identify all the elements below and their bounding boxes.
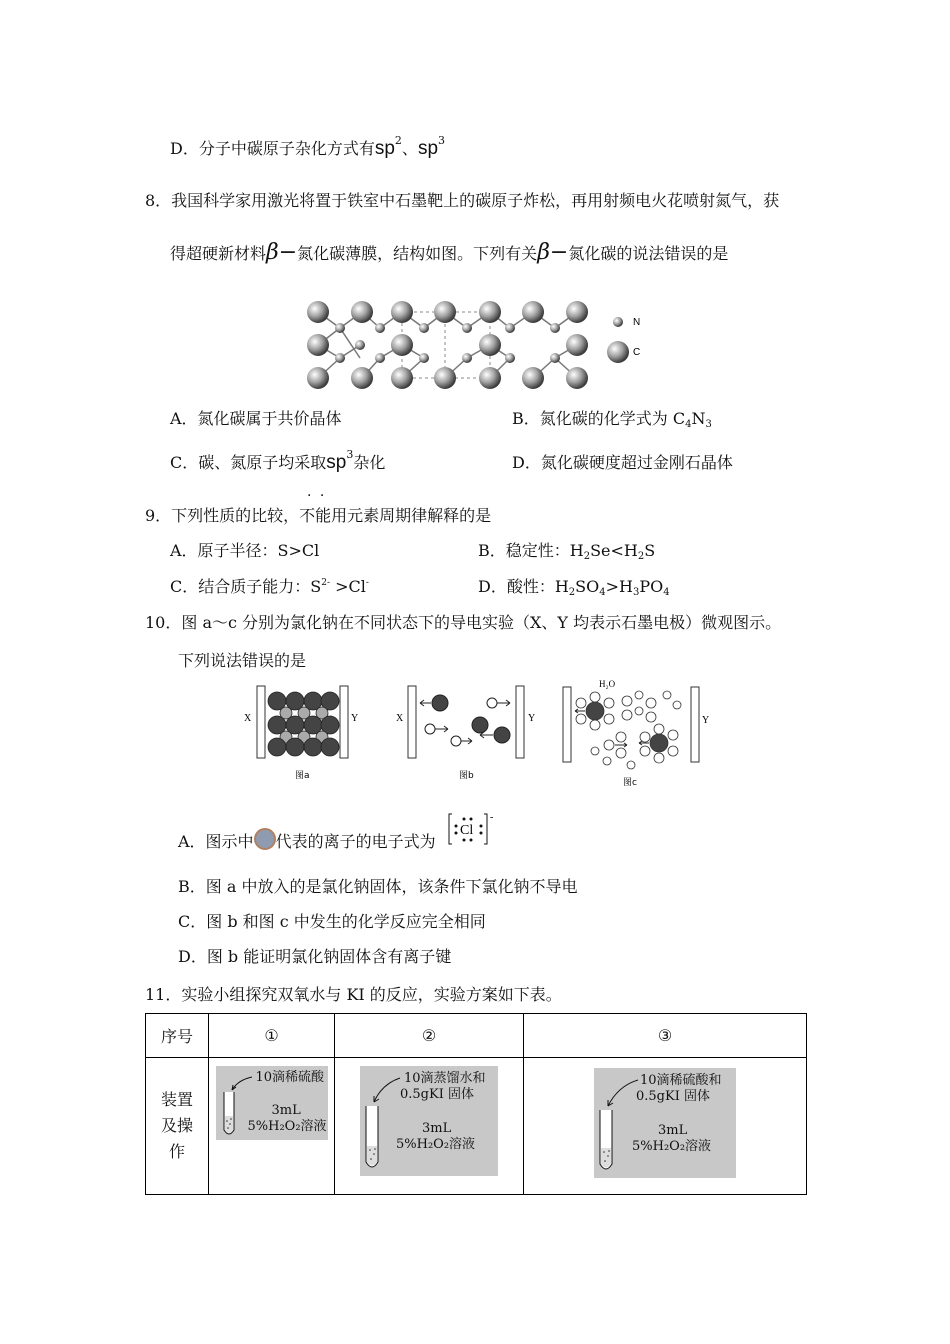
svg-text:Y: Y	[528, 713, 536, 724]
svg-text:Cl: Cl	[460, 823, 474, 838]
q8-option-d: D．氮化碳硬度超过金刚石晶体	[512, 453, 733, 472]
nitrogen-atoms	[335, 323, 560, 363]
q10-stem-line1: 10．图 a～c 分别为氯化钠在不同状态下的导电实验（X、Y 均表示石墨电极）微观图示。	[145, 613, 782, 632]
carbon-atoms	[307, 301, 588, 389]
table-header-row	[146, 1014, 807, 1058]
header-2: ②	[335, 1014, 524, 1058]
carbon-nitride-structure-figure	[300, 290, 650, 390]
svg-text:X: X	[396, 713, 404, 724]
row-label: 装置 及操 作	[146, 1058, 209, 1195]
q10-option-b: B．图 a 中放入的是氯化钠固体，该条件下氯化钠不导电	[178, 877, 578, 896]
legend-c-label: C	[633, 347, 641, 358]
legend-n-ball	[613, 317, 623, 327]
legend-n-label: N	[633, 317, 641, 328]
cell-exp-1	[209, 1058, 335, 1195]
svg-text:图b: 图b	[459, 771, 474, 781]
q9-option-c: C．结合质子能力：$S^{2-} >Cl^-$	[170, 577, 369, 596]
header-1: ①	[209, 1014, 335, 1058]
cell-exp-3	[524, 1058, 807, 1195]
figure-a-solid	[240, 683, 365, 783]
q8-stem-line1: 8．我国科学家用激光将置于铁室中石墨靶上的碳原子炸松，再用射频电火花喷射氮气，获	[145, 191, 780, 210]
svg-text:-: -	[490, 812, 494, 823]
q8-option-b: B．氮化碳的化学式为 C4N3	[512, 409, 712, 430]
q8-option-c: C．碳、氮原子均采取$sp^3$杂化	[170, 448, 386, 473]
chloride-electron-dot-formula	[447, 812, 497, 846]
figure-c-solution	[555, 675, 715, 790]
svg-text:图c: 图c	[623, 778, 637, 788]
header-seq: 序号	[146, 1014, 209, 1058]
svg-text:图a: 图a	[295, 771, 310, 781]
svg-text:Y: Y	[702, 715, 710, 726]
figure-b-melt	[394, 683, 544, 783]
q9-stem: 9．下列性质的比较，不能用元素周期律解释的是	[145, 506, 492, 525]
table-row-apparatus	[146, 1058, 807, 1195]
apparatus-2: 10滴蒸馏水和 0.5gKI 固体 3mL 5%H₂O₂溶液	[360, 1066, 498, 1176]
header-3: ③	[524, 1014, 807, 1058]
q10-option-c: C．图 b 和图 c 中发生的化学反应完全相同	[178, 912, 486, 931]
q9-option-b: B．稳定性：H2Se<H2S	[478, 541, 656, 562]
legend-c-ball	[607, 341, 629, 363]
q8-stem-line2: 得超硬新材料β−氮化碳薄膜，结构如图。下列有关β−氮化碳的说法错误的是	[170, 240, 729, 265]
apparatus-1: 10滴稀硫酸 3mL 5%H₂O₂溶液	[216, 1066, 328, 1140]
cell-exp-2	[335, 1058, 524, 1195]
experiment-table	[145, 1013, 807, 1195]
q10-stem-line2: 下列说法错误的是	[178, 651, 307, 670]
emphasis-dots: · ·	[307, 488, 327, 504]
q9-option-a: A．原子半径：S>Cl	[170, 541, 320, 560]
q8-option-a: A．氮化碳属于共价晶体	[170, 409, 342, 428]
svg-text:H₂O: H₂O	[599, 679, 616, 689]
svg-text:Y: Y	[351, 713, 359, 724]
q7-option-d: D．分子中碳原子杂化方式有$sp^2$、$sp^3$	[170, 134, 446, 159]
q10-option-d: D．图 b 能证明氯化钠固体含有离子键	[178, 947, 452, 966]
svg-text:X: X	[244, 713, 252, 724]
ion-circle-icon	[254, 828, 276, 850]
q10-option-a: A．图示中 代表的离子的电子式为	[178, 828, 436, 852]
q9-option-d: D．酸性：H2SO4>H3PO4	[478, 577, 670, 598]
q11-stem: 11．实验小组探究双氧水与 KI 的反应，实验方案如下表。	[145, 985, 562, 1004]
apparatus-3: 10滴稀硫酸和 0.5gKI 固体 3mL 5%H₂O₂溶液	[594, 1068, 736, 1178]
